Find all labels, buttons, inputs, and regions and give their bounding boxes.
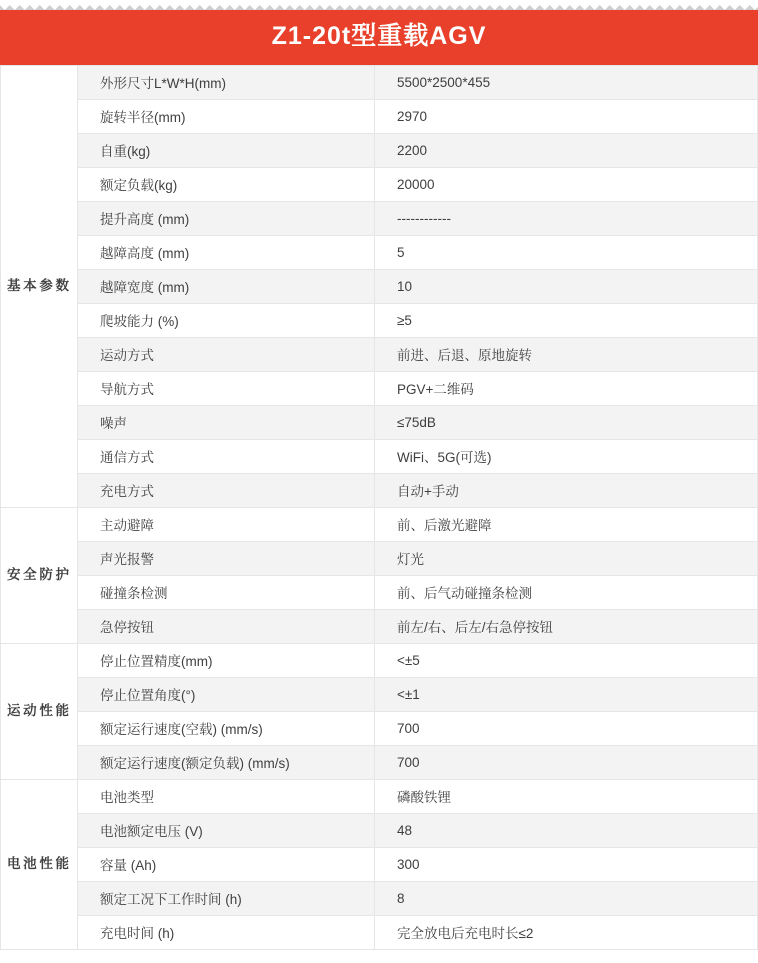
spec-value: 磷酸铁锂	[375, 779, 758, 813]
group-label-3: 运动性能	[1, 643, 78, 779]
spec-value: 5500*2500*455	[375, 65, 758, 99]
spec-label: 噪声	[78, 405, 375, 439]
spec-value: 前进、后退、原地旋转	[375, 337, 758, 371]
table-row	[1, 507, 758, 541]
table-row	[1, 337, 758, 371]
table-body	[1, 65, 758, 949]
spec-label: 声光报警	[78, 541, 375, 575]
spec-label: 越障高度 (mm)	[78, 235, 375, 269]
spec-label: 急停按钮	[78, 609, 375, 643]
spec-label: 越障宽度 (mm)	[78, 269, 375, 303]
spec-label: 自重(kg)	[78, 133, 375, 167]
table-row	[1, 167, 758, 201]
spec-value: 5	[375, 235, 758, 269]
group-label-4: 电池性能	[1, 779, 78, 949]
spec-value: 前、后气动碰撞条检测	[375, 575, 758, 609]
spec-value: 2200	[375, 133, 758, 167]
table-row	[1, 371, 758, 405]
table-row	[1, 541, 758, 575]
spec-value: 700	[375, 711, 758, 745]
table-row	[1, 711, 758, 745]
spec-label: 通信方式	[78, 439, 375, 473]
table-row	[1, 847, 758, 881]
spec-value: 48	[375, 813, 758, 847]
spec-label: 碰撞条检测	[78, 575, 375, 609]
table-row	[1, 915, 758, 949]
specification-table	[0, 65, 758, 950]
spec-label: 导航方式	[78, 371, 375, 405]
spec-label: 运动方式	[78, 337, 375, 371]
spec-value: 300	[375, 847, 758, 881]
table-row	[1, 235, 758, 269]
table-row	[1, 405, 758, 439]
spec-label: 爬坡能力 (%)	[78, 303, 375, 337]
spec-label: 旋转半径(mm)	[78, 99, 375, 133]
spec-value: 8	[375, 881, 758, 915]
group-label-2: 安全防护	[1, 507, 78, 643]
table-row	[1, 201, 758, 235]
table-row	[1, 269, 758, 303]
spec-label: 电池类型	[78, 779, 375, 813]
spec-label: 充电方式	[78, 473, 375, 507]
spec-label: 容量 (Ah)	[78, 847, 375, 881]
spec-value: ≤75dB	[375, 405, 758, 439]
spec-value: 自动+手动	[375, 473, 758, 507]
spec-value: 700	[375, 745, 758, 779]
table-row	[1, 303, 758, 337]
group-label-1: 基本参数	[1, 65, 78, 507]
table-row	[1, 609, 758, 643]
table-row	[1, 473, 758, 507]
table-row	[1, 745, 758, 779]
table-row	[1, 99, 758, 133]
table-row	[1, 881, 758, 915]
spec-value: 2970	[375, 99, 758, 133]
table-row	[1, 779, 758, 813]
spec-value: PGV+二维码	[375, 371, 758, 405]
spec-label: 充电时间 (h)	[78, 915, 375, 949]
table-row	[1, 813, 758, 847]
spec-value: 前、后激光避障	[375, 507, 758, 541]
spec-value: 灯光	[375, 541, 758, 575]
table-row	[1, 575, 758, 609]
spec-label: 停止位置精度(mm)	[78, 643, 375, 677]
spec-label: 外形尺寸L*W*H(mm)	[78, 65, 375, 99]
spec-label: 电池额定电压 (V)	[78, 813, 375, 847]
spec-value: ------------	[375, 201, 758, 235]
spec-value: 前左/右、后左/右急停按钮	[375, 609, 758, 643]
spec-value: 20000	[375, 167, 758, 201]
table-row	[1, 439, 758, 473]
page-title: Z1-20t型重载AGV	[0, 10, 758, 65]
spec-value: ≥5	[375, 303, 758, 337]
spec-value: 完全放电后充电时长≤2	[375, 915, 758, 949]
spec-value: <±1	[375, 677, 758, 711]
table-row	[1, 677, 758, 711]
spec-label: 提升高度 (mm)	[78, 201, 375, 235]
spec-label: 主动避障	[78, 507, 375, 541]
table-row	[1, 65, 758, 99]
spec-label: 额定负载(kg)	[78, 167, 375, 201]
spec-label: 额定运行速度(额定负载) (mm/s)	[78, 745, 375, 779]
spec-value: 10	[375, 269, 758, 303]
table-row	[1, 133, 758, 167]
decorative-zigzag-strip	[0, 0, 758, 10]
spec-value: <±5	[375, 643, 758, 677]
table-row	[1, 643, 758, 677]
spec-label: 停止位置角度(°)	[78, 677, 375, 711]
spec-value: WiFi、5G(可选)	[375, 439, 758, 473]
spec-label: 额定工况下工作时间 (h)	[78, 881, 375, 915]
spec-label: 额定运行速度(空载) (mm/s)	[78, 711, 375, 745]
